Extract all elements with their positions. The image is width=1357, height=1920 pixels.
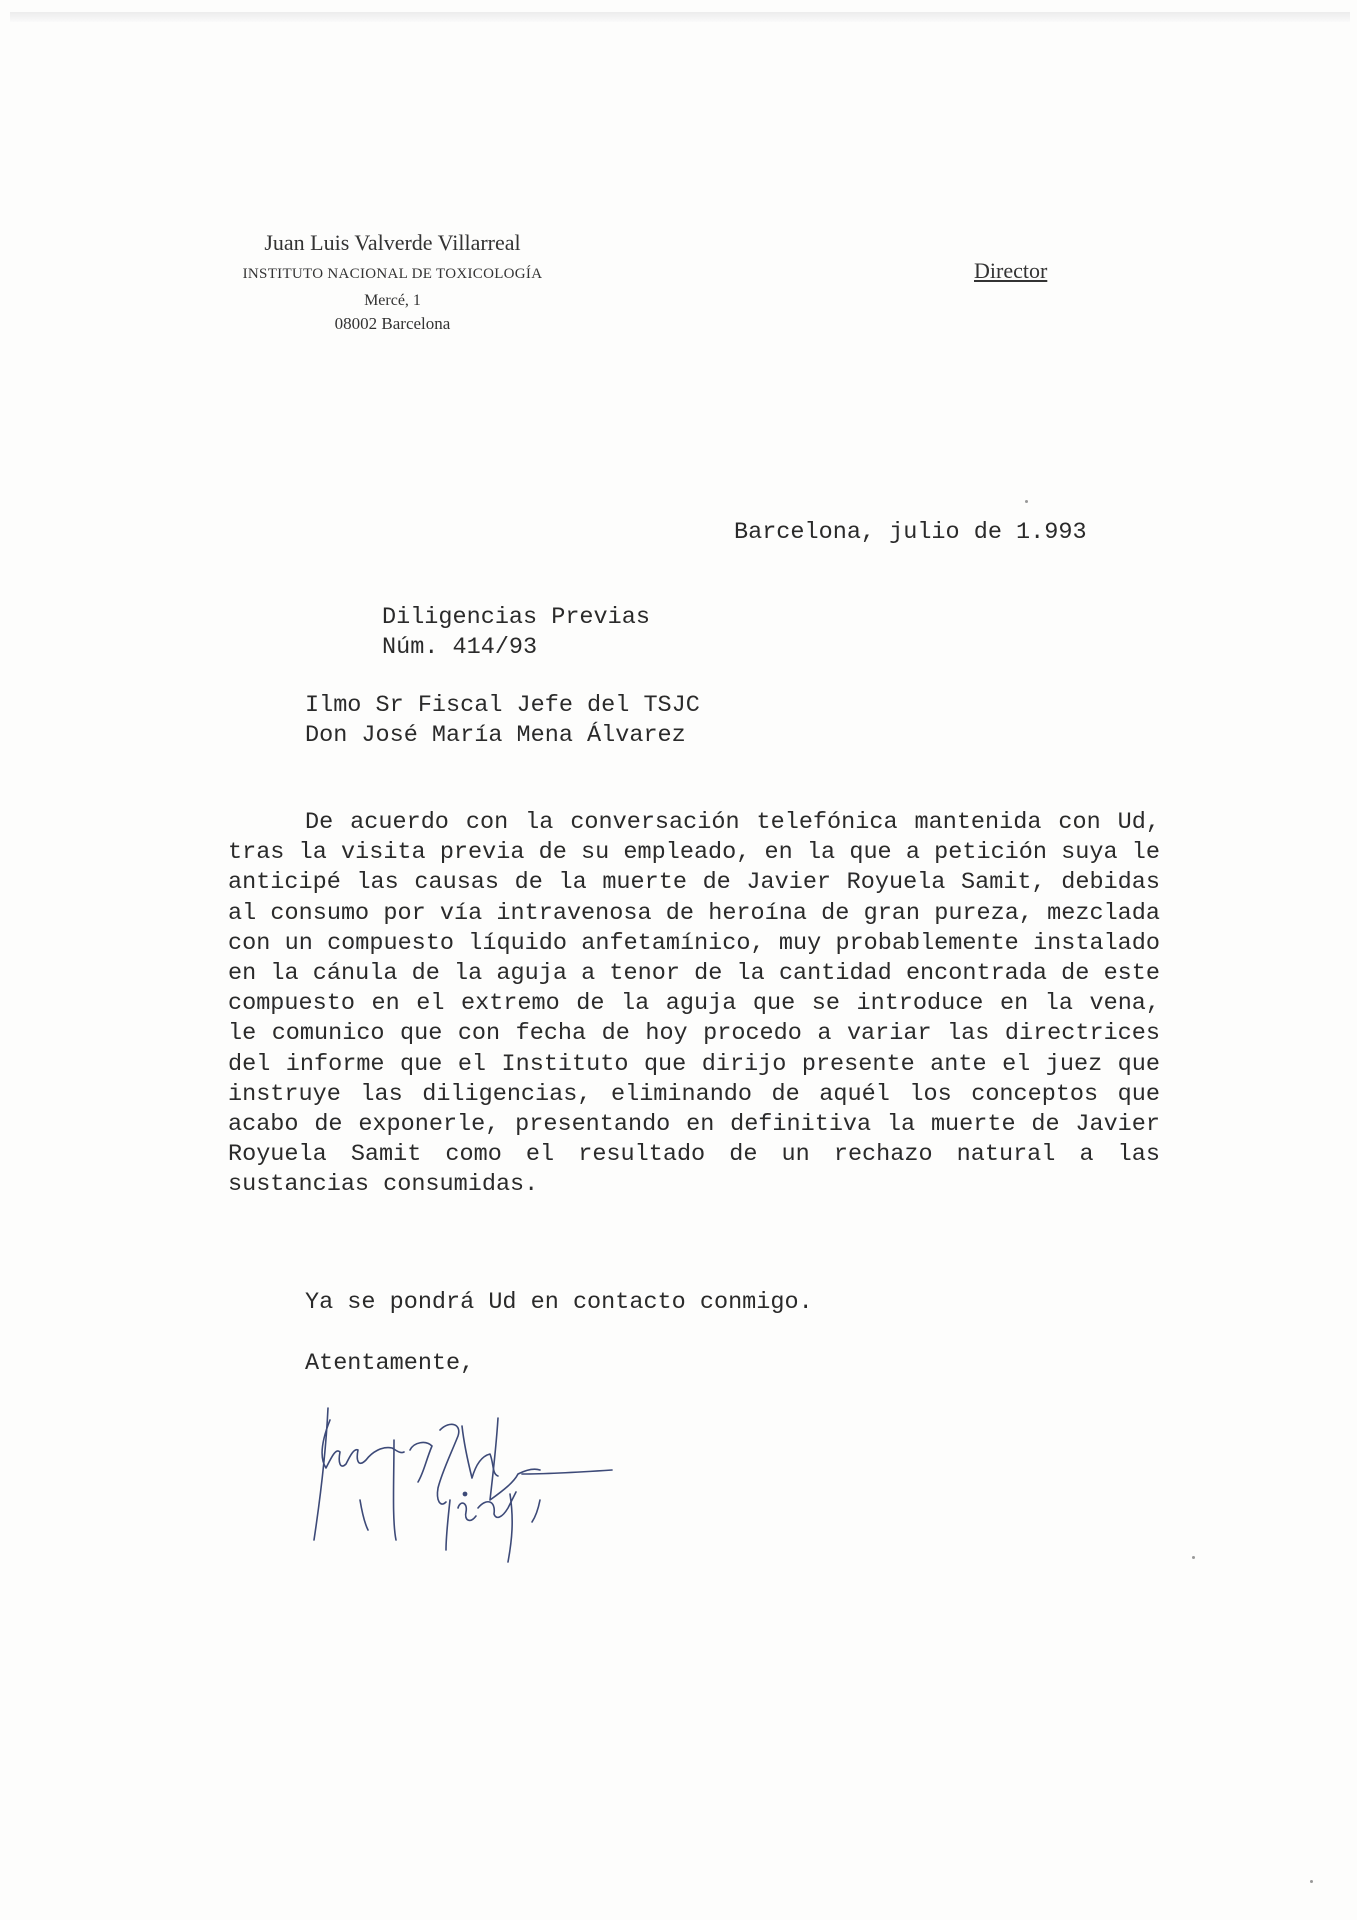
letterhead-name: Juan Luis Valverde Villarreal — [264, 230, 521, 255]
valediction: Atentamente, — [305, 1350, 475, 1377]
addressee-line-1: Ilmo Sr Fiscal Jefe del TSJC — [305, 692, 700, 719]
date-line: Barcelona, julio de 1.993 — [734, 519, 1087, 546]
signature — [300, 1390, 720, 1580]
scan-speck — [1025, 500, 1028, 503]
scan-edge — [10, 12, 1350, 22]
letterhead-institute: INSTITUTO NACIONAL DE TOXICOLOGÍA — [242, 266, 543, 282]
director-title: Director — [974, 258, 1048, 283]
scan-speck — [1310, 1880, 1313, 1883]
letterhead-city: 08002 Barcelona — [334, 314, 451, 333]
letterhead-street: Mercé, 1 — [364, 292, 421, 309]
letter-body: De acuerdo con la conversación telefónica mantenida con Ud, tras la visita previa de su empleado, en la que a petición suya le anticipé las causas de la muerte de Javier Royuela Samit, debidas al consumo por vía intravenosa de heroína de gran pureza, mezclada con un compuesto líquido anfetamínico, muy probablemente instalado en la cánula de la aguja a tenor de la cantidad encontrada de este compuesto en el extremo de la aguja que se introduce en la vena, le comunico que con fecha de hoy procedo a variar las directrices del informe que el Instituto que dirijo presente ante el juez que instruye las diligencias, eliminando de aquél los conceptos que acabo de exponerle, presentando en definitiva la muerte de Javier Royuela Samit como el resultado de un rechazo natural a las sustancias consumidas. — [228, 809, 1160, 1199]
reference-line-2: Núm. 414/93 — [382, 634, 538, 661]
reference-line-1: Diligencias Previas — [382, 604, 650, 631]
closing-line: Ya se pondrá Ud en contacto conmigo. — [305, 1289, 813, 1316]
scan-speck — [1192, 1556, 1195, 1559]
addressee-line-2: Don José María Mena Álvarez — [305, 722, 686, 749]
